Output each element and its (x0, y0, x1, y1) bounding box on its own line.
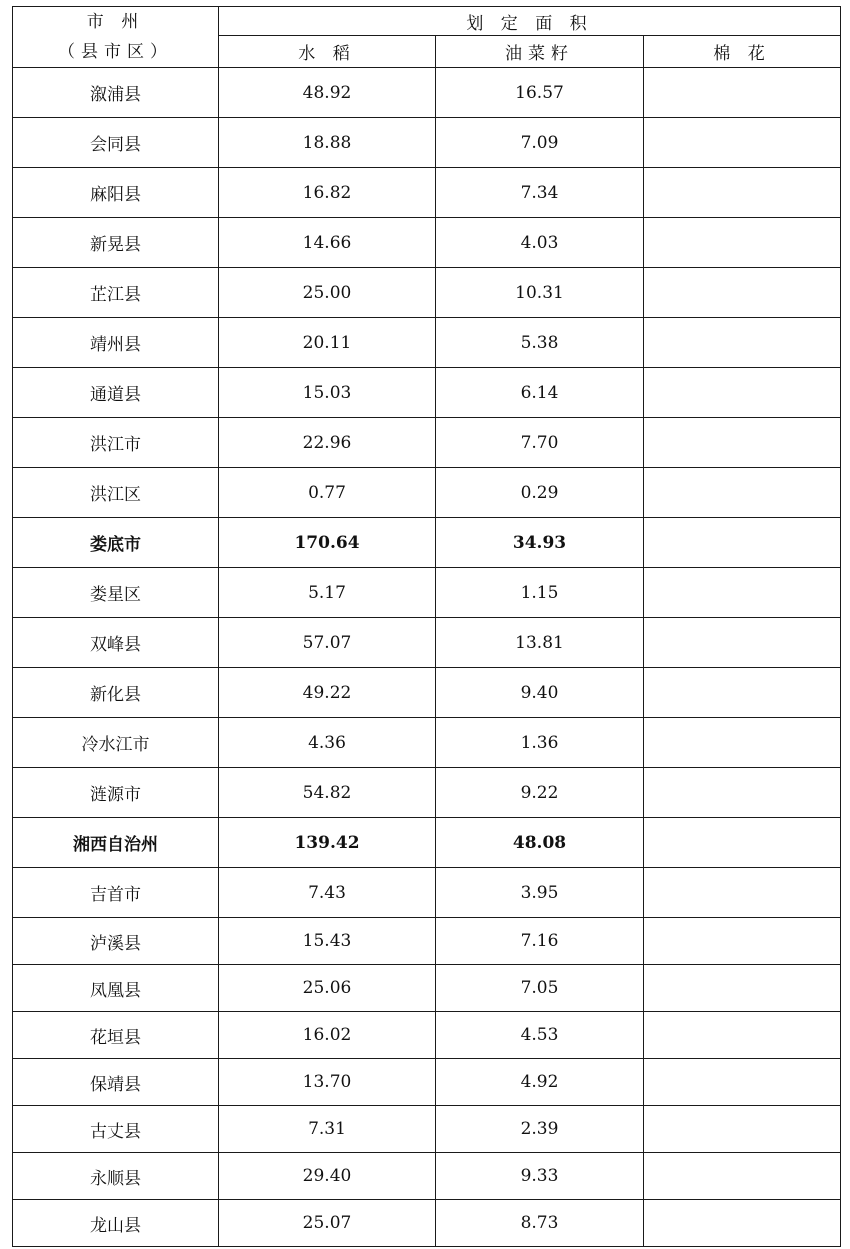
cotton-area-cell (644, 668, 841, 718)
table-row (13, 1153, 841, 1200)
rapeseed-area-cell: 0.29 (436, 468, 644, 518)
cotton-area-cell (644, 268, 841, 318)
rice-area-cell: 15.03 (219, 368, 436, 418)
table-row (13, 118, 841, 168)
rapeseed-area-cell: 8.73 (436, 1200, 644, 1247)
cotton-area-cell (644, 965, 841, 1012)
rapeseed-area-cell: 10.31 (436, 268, 644, 318)
region-column-header (13, 7, 219, 68)
table-row (13, 918, 841, 965)
region-name-cell: 会同县 (13, 118, 219, 168)
table-row (13, 668, 841, 718)
rapeseed-area-cell: 6.14 (436, 368, 644, 418)
region-name-cell: 吉首市 (13, 868, 219, 918)
rapeseed-area-cell: 7.16 (436, 918, 644, 965)
table-body (13, 68, 841, 1247)
rapeseed-area-cell: 4.53 (436, 1012, 644, 1059)
table-row (13, 868, 841, 918)
region-name-cell: 洪江区 (13, 468, 219, 518)
rapeseed-area-cell: 9.40 (436, 668, 644, 718)
region-name-cell: 新化县 (13, 668, 219, 718)
rapeseed-area-cell: 7.70 (436, 418, 644, 468)
region-name-cell: 通道县 (13, 368, 219, 418)
table-row (13, 518, 841, 568)
region-name-cell: 双峰县 (13, 618, 219, 668)
rapeseed-area-cell: 13.81 (436, 618, 644, 668)
table-row (13, 1012, 841, 1059)
rice-area-cell: 5.17 (219, 568, 436, 618)
cotton-area-cell (644, 468, 841, 518)
region-name-cell: 保靖县 (13, 1059, 219, 1106)
cotton-area-cell (644, 368, 841, 418)
rice-area-cell: 13.70 (219, 1059, 436, 1106)
area-table (12, 6, 841, 1247)
cotton-area-cell (644, 768, 841, 818)
rice-area-cell: 20.11 (219, 318, 436, 368)
region-name-cell: 娄星区 (13, 568, 219, 618)
region-name-cell: 古丈县 (13, 1106, 219, 1153)
table-header (13, 7, 841, 68)
rapeseed-area-cell: 4.92 (436, 1059, 644, 1106)
cotton-area-cell (644, 618, 841, 668)
rice-area-cell: 18.88 (219, 118, 436, 168)
table-row (13, 818, 841, 868)
header-row-top (13, 7, 841, 36)
table-row (13, 768, 841, 818)
table-row (13, 418, 841, 468)
rapeseed-area-cell: 1.36 (436, 718, 644, 768)
cotton-area-cell (644, 718, 841, 768)
table-row (13, 1059, 841, 1106)
cotton-column-header: 棉 花 (644, 36, 841, 68)
region-name-cell: 永顺县 (13, 1153, 219, 1200)
table-row (13, 618, 841, 668)
region-name-cell: 靖州县 (13, 318, 219, 368)
table-row (13, 168, 841, 218)
region-name-cell: 泸溪县 (13, 918, 219, 965)
rapeseed-area-cell: 9.22 (436, 768, 644, 818)
rice-area-cell: 25.07 (219, 1200, 436, 1247)
region-name-cell: 洪江市 (13, 418, 219, 468)
region-name-cell: 新晃县 (13, 218, 219, 268)
rice-area-cell: 25.06 (219, 965, 436, 1012)
rapeseed-area-cell: 3.95 (436, 868, 644, 918)
table-row (13, 368, 841, 418)
rice-area-cell: 22.96 (219, 418, 436, 468)
rice-area-cell: 7.31 (219, 1106, 436, 1153)
rice-area-cell: 48.92 (219, 68, 436, 118)
rice-area-cell: 0.77 (219, 468, 436, 518)
rice-area-cell: 57.07 (219, 618, 436, 668)
rapeseed-area-cell: 7.05 (436, 965, 644, 1012)
cotton-area-cell (644, 868, 841, 918)
rapeseed-area-cell: 5.38 (436, 318, 644, 368)
cotton-area-cell (644, 168, 841, 218)
rice-area-cell: 25.00 (219, 268, 436, 318)
cotton-area-cell (644, 1106, 841, 1153)
region-header-line1: 市 州 (86, 12, 145, 32)
cotton-area-cell (644, 118, 841, 168)
rice-area-cell: 49.22 (219, 668, 436, 718)
table-row (13, 468, 841, 518)
region-name-cell: 湘西自治州 (13, 818, 219, 868)
table-row (13, 965, 841, 1012)
region-name-cell: 芷江县 (13, 268, 219, 318)
rapeseed-area-cell: 48.08 (436, 818, 644, 868)
rapeseed-area-cell: 7.09 (436, 118, 644, 168)
area-group-header: 划 定 面 积 (219, 7, 841, 36)
rice-area-cell: 14.66 (219, 218, 436, 268)
cotton-area-cell (644, 918, 841, 965)
rapeseed-area-cell: 2.39 (436, 1106, 644, 1153)
region-name-cell: 麻阳县 (13, 168, 219, 218)
region-name-cell: 娄底市 (13, 518, 219, 568)
cotton-area-cell (644, 568, 841, 618)
rapeseed-area-cell: 34.93 (436, 518, 644, 568)
rice-area-cell: 4.36 (219, 718, 436, 768)
table-row (13, 68, 841, 118)
rice-area-cell: 16.82 (219, 168, 436, 218)
rice-area-cell: 54.82 (219, 768, 436, 818)
rice-area-cell: 139.42 (219, 818, 436, 868)
cotton-area-cell (644, 818, 841, 868)
table-row (13, 718, 841, 768)
region-name-cell: 龙山县 (13, 1200, 219, 1247)
cotton-area-cell (644, 318, 841, 368)
rapeseed-area-cell: 16.57 (436, 68, 644, 118)
region-header-line2: （县市区） (58, 42, 173, 62)
region-name-cell: 涟源市 (13, 768, 219, 818)
cotton-area-cell (644, 1012, 841, 1059)
region-name-cell: 凤凰县 (13, 965, 219, 1012)
cotton-area-cell (644, 1153, 841, 1200)
table-row (13, 268, 841, 318)
rice-area-cell: 29.40 (219, 1153, 436, 1200)
region-name-cell: 溆浦县 (13, 68, 219, 118)
region-name-cell: 花垣县 (13, 1012, 219, 1059)
cotton-area-cell (644, 1059, 841, 1106)
rice-area-cell: 170.64 (219, 518, 436, 568)
table-row (13, 1200, 841, 1247)
region-name-cell: 冷水江市 (13, 718, 219, 768)
rapeseed-area-cell: 7.34 (436, 168, 644, 218)
rice-area-cell: 7.43 (219, 868, 436, 918)
table-row (13, 318, 841, 368)
rice-area-cell: 16.02 (219, 1012, 436, 1059)
table-row (13, 1106, 841, 1153)
rice-column-header: 水 稻 (219, 36, 436, 68)
cotton-area-cell (644, 418, 841, 468)
cotton-area-cell (644, 518, 841, 568)
cotton-area-cell (644, 218, 841, 268)
rice-area-cell: 15.43 (219, 918, 436, 965)
cotton-area-cell (644, 68, 841, 118)
table-row (13, 568, 841, 618)
table-row (13, 218, 841, 268)
cotton-area-cell (644, 1200, 841, 1247)
rapeseed-area-cell: 9.33 (436, 1153, 644, 1200)
rapeseed-area-cell: 4.03 (436, 218, 644, 268)
rapeseed-column-header: 油菜籽 (436, 36, 644, 68)
rapeseed-area-cell: 1.15 (436, 568, 644, 618)
